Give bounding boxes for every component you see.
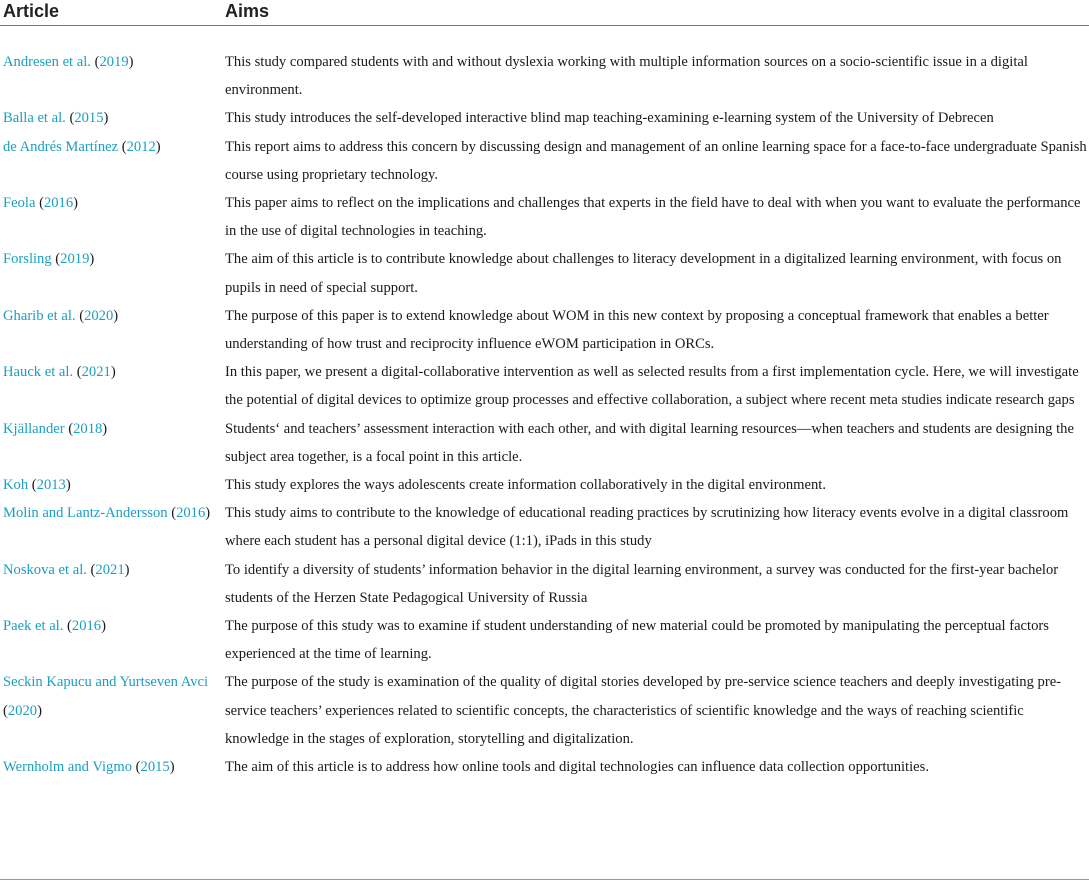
aims-cell: This study aims to contribute to the knowledge of educational reading practices by scrutinizing how literacy events evolve in a digital classroom where each student has a personal digital device (1:1), iPads in this study [225, 505, 1069, 550]
aims-cell: This study explores the ways adolescents create information collaboratively in the digital environment. [225, 477, 827, 494]
table-row [0, 556, 1089, 612]
article-cell [0, 48, 225, 104]
year-paren-close: ) [89, 251, 95, 268]
article-cell [0, 189, 225, 245]
year-paren-open: ( [118, 138, 127, 155]
article-cell [0, 133, 225, 189]
author-link[interactable]: Andresen et al. [3, 54, 91, 70]
year-paren-close: ) [73, 195, 79, 212]
year-paren-open: ( [167, 505, 177, 522]
aims-cell: Students‘ and teachers’ assessment interaction with each other, and with digital learning resources—when teachers and students are designing the subject area together, is a focal point in this article. [225, 420, 1074, 465]
author-link[interactable]: Paek et al. [3, 618, 64, 635]
header-article: Article [3, 1, 60, 21]
year-paren-close: ) [113, 307, 119, 324]
table-row [0, 302, 1089, 358]
year-paren-open: ( [90, 54, 100, 70]
author-link[interactable]: Noskova et al. [3, 561, 87, 578]
table-row [0, 753, 1089, 781]
author-link[interactable]: Gharib et al. [3, 307, 76, 324]
year-paren-open: ( [35, 195, 44, 212]
year-link[interactable]: 2016 [71, 618, 102, 635]
year-paren-open: ( [86, 561, 96, 578]
article-cell [0, 612, 225, 668]
aims-cell: The purpose of this study was to examine if student understanding of new material could be promoted by manipulating the perceptual factors experienced at the time of learning. [225, 618, 1049, 663]
year-link[interactable]: 2021 [81, 364, 111, 381]
year-link[interactable]: 2018 [73, 420, 103, 437]
author-link[interactable]: Hauck et al. [3, 364, 74, 381]
year-paren-open: ( [63, 618, 72, 635]
year-paren-open: ( [28, 477, 37, 494]
year-link[interactable]: 2015 [74, 110, 104, 127]
aims-cell: This paper aims to reflect on the implications and challenges that experts in the field have to deal with when you want to evaluate the performance in the use of digital technologies in teaching. [225, 195, 1081, 240]
author-link[interactable]: de Andrés Martínez [3, 138, 119, 155]
table-header [0, 0, 1089, 26]
table-row [0, 612, 1089, 668]
year-paren-close: ) [102, 420, 108, 437]
author-link[interactable]: Balla et al. [3, 110, 66, 127]
author-link[interactable]: Molin and Lantz-Andersson [3, 505, 168, 522]
aims-cell: This report aims to address this concern by discussing design and management of an online learning space for a face-to-face undergraduate Spanish course using proprietary technology. [225, 138, 1087, 183]
year-paren-close: ) [103, 110, 109, 127]
year-link[interactable]: 2020 [84, 307, 114, 324]
aims-cell: The purpose of the study is examination of the quality of digital stories developed by pre-service science teachers and deeply investigating pre-service teachers’ experiences related to scientific concepts, the characteristics of scientific knowledge and the ways of reaching scientific knowledge in the stages of exploration, storytelling and digitalization. [225, 674, 1062, 747]
year-link[interactable]: 2013 [36, 477, 66, 494]
author-link[interactable]: Koh [3, 477, 29, 494]
article-cell [0, 415, 225, 471]
aims-cell: The purpose of this paper is to extend knowledge about WOM in this new context by proposing a conceptual framework that enables a better understanding of how trust and reciprocity influence eWOM participation in ORCs. [225, 307, 1049, 353]
aims-cell: The aim of this article is to contribute knowledge about challenges to literacy development in a digitalized learning environment, with focus on pupils in need of special support. [225, 251, 1062, 296]
year-paren-close: ) [37, 702, 42, 719]
author-link[interactable]: Forsling [3, 251, 52, 268]
article-cell [0, 668, 225, 753]
year-link[interactable]: 2012 [126, 138, 156, 155]
author-link[interactable]: Wernholm and Vigmo [3, 759, 133, 776]
table-body [0, 26, 1089, 781]
year-paren-open: ( [64, 420, 74, 437]
aims-cell: The aim of this article is to address how online tools and digital technologies can influence data collection opportunities. [225, 759, 929, 776]
year-link[interactable]: 2016 [43, 195, 74, 212]
article-cell [0, 556, 225, 612]
header-aims: Aims [225, 1, 270, 21]
article-cell [0, 245, 225, 301]
year-paren-close: ) [65, 477, 71, 494]
year-paren-open: ( [75, 307, 85, 324]
author-link[interactable]: Feola [3, 195, 36, 212]
year-paren-close: ) [128, 54, 134, 70]
year-paren-close: ) [110, 364, 116, 381]
year-paren-close: ) [101, 618, 106, 635]
article-cell [0, 358, 225, 414]
table-row [0, 499, 1089, 555]
table-row [0, 358, 1089, 414]
table-row [0, 104, 1089, 132]
year-paren-close: ) [124, 561, 130, 578]
year-paren-close: ) [155, 138, 161, 155]
aims-cell: This study introduces the self-developed interactive blind map teaching-examining e-learning system of the University of Debrecen [225, 110, 994, 127]
aims-cell: To identify a diversity of students’ information behavior in the digital learning environment, a survey was conducted for the first-year bachelor students of the Herzen State Pedagogical University of Russia [225, 561, 1059, 606]
article-cell [0, 104, 225, 132]
aims-cell: This study compared students with and without dyslexia working with multiple information sources on a socio-scientific issue in a digital environment. [225, 54, 1028, 99]
year-link[interactable]: 2019 [60, 251, 90, 268]
article-cell [0, 302, 225, 358]
article-cell [0, 753, 225, 781]
table-row [0, 245, 1089, 301]
table-row [0, 668, 1089, 753]
year-paren-open: ( [65, 110, 75, 127]
year-link[interactable]: 2015 [140, 759, 170, 776]
table-row [0, 133, 1089, 189]
year-paren-close: ) [205, 505, 211, 522]
author-link[interactable]: Kjällander [3, 420, 65, 437]
year-paren-open: ( [132, 759, 141, 776]
aims-cell: In this paper, we present a digital-collaborative intervention as well as selected results from a first implementation cycle. Here, we will investigate the potential of digital devices to optimize group processes and effective collaboration, a subject where recent meta studies indicate research gaps [225, 364, 1079, 409]
year-paren-open: ( [51, 251, 61, 268]
year-paren-close: ) [169, 759, 175, 776]
table-row [0, 415, 1089, 471]
author-link[interactable]: Seckin Kapucu and Yurtseven Avci [3, 674, 209, 691]
article-cell [0, 499, 225, 555]
table-row [0, 48, 1089, 104]
year-paren-open: ( [73, 364, 82, 381]
year-link[interactable]: 2020 [7, 702, 38, 719]
year-paren-open: ( [3, 702, 8, 719]
year-link[interactable]: 2021 [95, 561, 125, 578]
article-cell [0, 471, 225, 499]
year-link[interactable]: 2016 [176, 505, 206, 522]
year-link[interactable]: 2019 [99, 54, 129, 70]
table-bottom-rule [0, 879, 1089, 880]
table-row [0, 471, 1089, 499]
table-row [0, 189, 1089, 245]
